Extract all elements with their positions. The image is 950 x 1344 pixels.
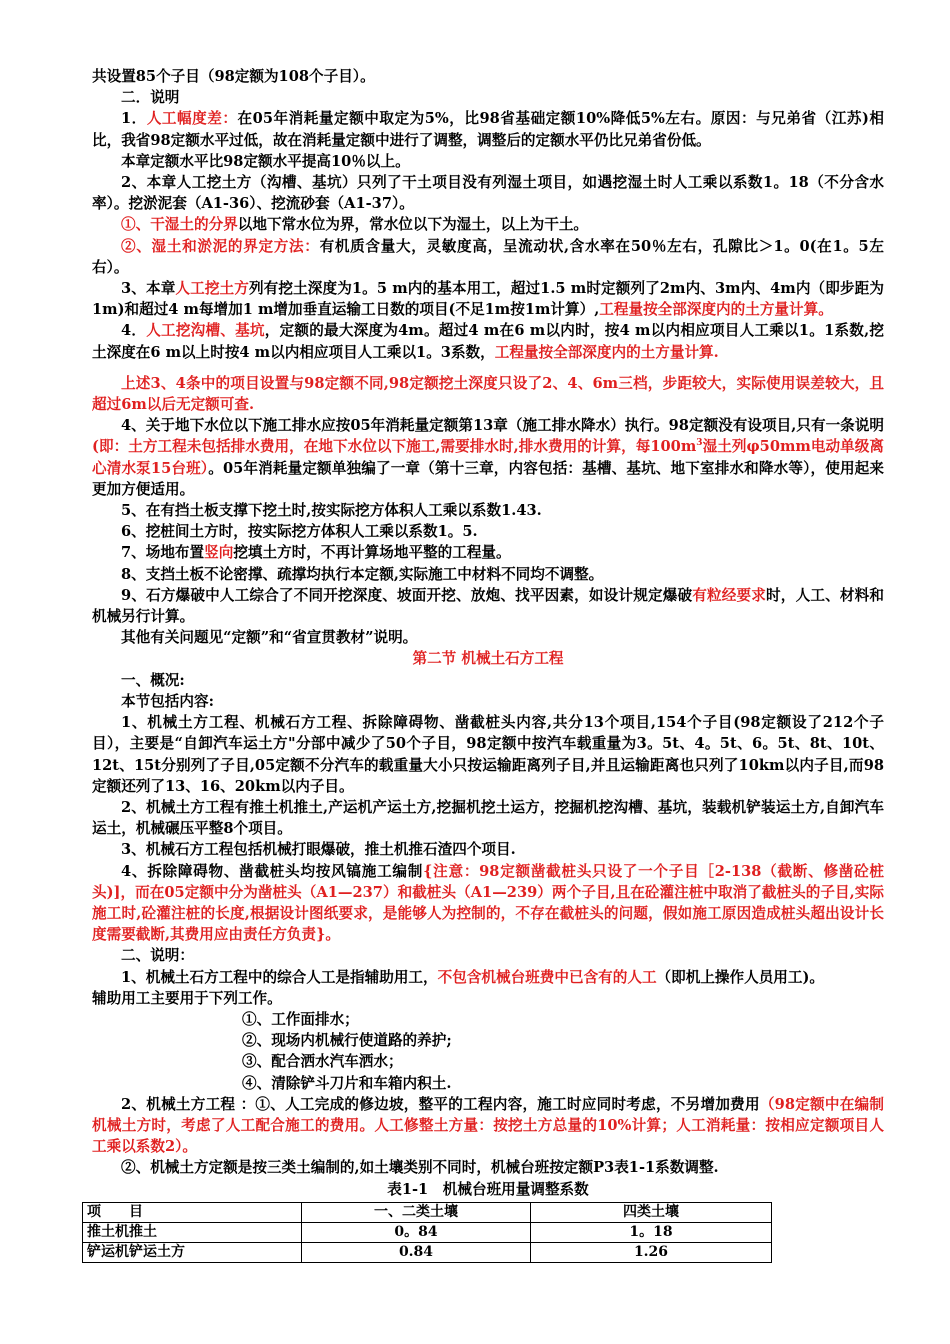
table-header-cell: 四类土壤 xyxy=(531,1202,772,1222)
paragraph: 辅助用工主要用于下列工作。 xyxy=(92,989,282,1007)
table-cell: 推土机推土 xyxy=(83,1222,302,1242)
table-header-row xyxy=(83,1202,772,1222)
highlight: 不包含机械台班费中已含有的人工 xyxy=(437,968,657,986)
highlight: {注意：98定额凿截桩头只设了一个子目［2-138（截断、修凿砼桩头)]，而在05定额中分为凿桩头（A1—237）和截桩头（A1—239）两个子目,且在砼灌注桩中取消了截桩头的子目,实际施工时,砼灌注桩的长度,根据设计图纸要求，是能够人为控制的，不存在截桩头的问题，假如施工原因造成桩头超出设计长度需要截断,其费用应由责任方负责}。 xyxy=(92,862,885,944)
list-item: ①、工作面排水； xyxy=(242,1010,359,1028)
highlight: 人工挖土方 xyxy=(175,280,249,298)
table-cell: 0。84 xyxy=(302,1222,531,1242)
paragraph: 6、挖桩间土方时，按实际挖方体积人工乘以系数1。5. xyxy=(121,523,478,541)
paragraph-note: 上述3、4条中的项目设置与98定额不同,98定额挖土深度只设了2、4、6m三档，步距较大，实际使用误差较大，且超过6m以后无定额可查. xyxy=(92,374,884,414)
paragraph: 4．人工挖沟槽、基坑，定额的最大深度为4m。超过4 m在6 m以内时，按4 m以内相应项目人工乘以1。1系数,挖土深度在6 m以上时按4 m以内相应项目人工乘以1。3系数，工程量按全部深度内的土方量计算. xyxy=(92,322,884,361)
paragraph: 5、在有挡土板支撑下挖土时,按实际挖方体积人工乘以系数1.43. xyxy=(121,502,542,520)
heading-explanation-2: 二、说明： xyxy=(121,947,194,965)
highlight: 竖向 xyxy=(204,544,234,562)
paragraph: 7、场地布置竖向挖填土方时，不再计算场地平整的工程量。 xyxy=(121,544,511,562)
highlight: 人工幅度差： xyxy=(146,110,238,128)
table-cell: 1。18 xyxy=(531,1222,772,1242)
paragraph: 共设置85个子目（98定额为108个子目）。 xyxy=(92,68,375,85)
paragraph: 其他有关问题见“定额”和“省宣贯教材”说明。 xyxy=(121,629,418,647)
highlight: 工程量按全部深度内的土方量计算。 xyxy=(599,301,833,319)
coefficient-table xyxy=(82,1202,772,1263)
highlight: 人工挖沟槽、基坑 xyxy=(146,322,265,340)
table-row xyxy=(83,1242,772,1262)
section-title: 第二节 机械土石方工程 xyxy=(412,650,564,668)
table-cell: 铲运机铲运土方 xyxy=(83,1242,302,1262)
paragraph: 1、机械土方工程、机械石方工程、拆除障碍物、凿截桩头内容,共分13个项目,154个子目(98定额设了212个子目），主要是“自卸汽车运土方"分部中减少了50个子目，98定额中按汽车载重量为3。5t、4。5t、6。5t、8t、10t、12t、15t分别列了子目,05定额不分汽车的载重量大小只按运输距离列子目,并且运输距离也只列了10km以内子目,而98定额还列了13、16、20km以内子目。 xyxy=(92,714,884,795)
list-item: ④、清除铲斗刀片和车箱内积土. xyxy=(242,1074,452,1092)
highlight: 工程量按全部深度内的土方量计算. xyxy=(494,343,719,361)
heading-explanation: 二．说明 xyxy=(121,89,180,107)
list-item: ③、配合洒水汽车洒水； xyxy=(242,1053,403,1071)
highlight: 有粒经要求 xyxy=(692,586,767,604)
heading-overview: 一、概况: xyxy=(121,671,185,689)
paragraph: 3、本章人工挖土方列有挖土深度为1。5 m内的基本用工，超过1.5 m时定额列了2m内、3m内、4m内（即步距为1m)和超过4 m每增加1 m增加垂直运输工日数的项目(不足1m按1m计算）,工程量按全部深度内的土方量计算。 xyxy=(92,280,884,319)
paragraph: 2、机械土方工程有推土机推土,产运机产运土方,挖掘机挖土运方，挖掘机挖沟槽、基坑，装载机铲装运土方,自卸汽车运土，机械碾压平整8个项目。 xyxy=(92,798,884,838)
paragraph: 2、本章人工挖土方（沟槽、基坑）只列了干土项目没有列湿土项目，如遇挖湿土时人工乘以系数1。18（不分含水率）。挖淤泥套（A1-36）、挖流砂套（A1-37）。 xyxy=(92,174,884,213)
highlight: ②、湿土和淤泥的界定方法： xyxy=(121,237,320,255)
highlight: (即：土方工程未包括排水费用，在地下水位以下施工,需要排水时,排水费用的计算，每$100m^3$湿土列φ50mm电动单级离心清水泵15台班） xyxy=(92,438,884,477)
paragraph: 4、关于地下水位以下施工排水应按05年消耗量定额第13章（施工排水降水）执行。98定额没有设项目,只有一条说明(即：土方工程未包括排水费用，在地下水位以下施工,需要排水时,排水费用的计算，每$100m^3$湿土列φ50mm电动单级离心清水泵15台班）。05年消耗量定额单独编了一章（第十三章，内容包括：基槽、基坑、地下室排水和降水等），使用起来更加方便适用。 xyxy=(92,417,885,498)
table-header-cell: 项 目 xyxy=(83,1202,302,1222)
paragraph: 4、拆除障碍物、凿截桩头均按风镐施工编制{注意：98定额凿截桩头只设了一个子目［2-138（截断、修凿砼桩头)]，而在05定额中分为凿桩头（A1—237）和截桩头（A1—239）两个子目,且在砼灌注桩中取消了截桩头的子目,实际施工时,砼灌注桩的长度,根据设计图纸要求，是能够人为控制的，不存在截桩头的问题，假如施工原因造成桩头超出设计长度需要截断,其费用应由责任方负责}。 xyxy=(92,862,885,944)
paragraph: 2、机械土方工程 ：①、人工完成的修边坡，整平的工程内容，施工时应同时考虑，不另增加费用（98定额中在编制机械土方时，考虑了人工配合施工的费用。人工修整土方量：按挖土方总量的10%计算；人工消耗量：按相应定额项目人工乘以系数2）。 xyxy=(92,1095,884,1156)
table-caption: 表1-1 机械台班用量调整系数 xyxy=(387,1180,589,1198)
list-item: ②、现场内机械行使道路的养护; xyxy=(242,1032,452,1050)
paragraph: 3、机械石方工程包括机械打眼爆破，推土机推石渣四个项目. xyxy=(121,841,516,859)
highlight: ①、干湿土的分界 xyxy=(121,216,238,234)
paragraph: 本节包括内容: xyxy=(121,692,214,710)
paragraph: ②、湿土和淤泥的界定方法：有机质含量大，灵敏度高，呈流动状,含水率在50％左右，孔隙比＞1。0(在1。5左右）。 xyxy=(92,237,884,276)
table-cell: 0.84 xyxy=(302,1242,531,1262)
paragraph: 8、支挡土板不论密撑、疏撑均执行本定额,实际施工中材料不同均不调整。 xyxy=(121,565,604,583)
table-row xyxy=(83,1222,772,1242)
paragraph: ①、干湿土的分界以地下常水位为界，常水位以下为湿土，以上为干土。 xyxy=(121,216,589,234)
paragraph: 1．人工幅度差：在05年消耗量定额中取定为5%，比98省基础定额10%降低5%左右。原因：与兄弟省（江苏)相比，我省98定额水平过低，故在消耗量定额中进行了调整，调整后的定额水平仍比兄弟省份低。 xyxy=(92,110,885,149)
paragraph: 1、机械土石方工程中的综合人工是指辅助用工，不包含机械台班费中已含有的人工（即机上操作人员用工)。 xyxy=(121,968,824,986)
highlight: （98定额中在编制机械土方时，考虑了人工配合施工的费用。人工修整土方量：按挖土方总量的10%计算；人工消耗量：按相应定额项目人工乘以系数2）。 xyxy=(92,1095,884,1156)
paragraph: 9、石方爆破中人工综合了不同开挖深度、坡面开挖、放炮、找平因素，如设计规定爆破有粒经要求时，人工、材料和机械另行计算。 xyxy=(92,586,884,626)
paragraph: ②、机械土方定额是按三类土编制的,如土壤类别不同时，机械台班按定额P3表1-1系数调整. xyxy=(121,1159,719,1177)
table-header-cell: 一、二类土壤 xyxy=(302,1202,531,1222)
paragraph: 本章定额水平比98定额水平提高10％以上。 xyxy=(121,152,410,170)
table-cell: 1.26 xyxy=(531,1242,772,1262)
